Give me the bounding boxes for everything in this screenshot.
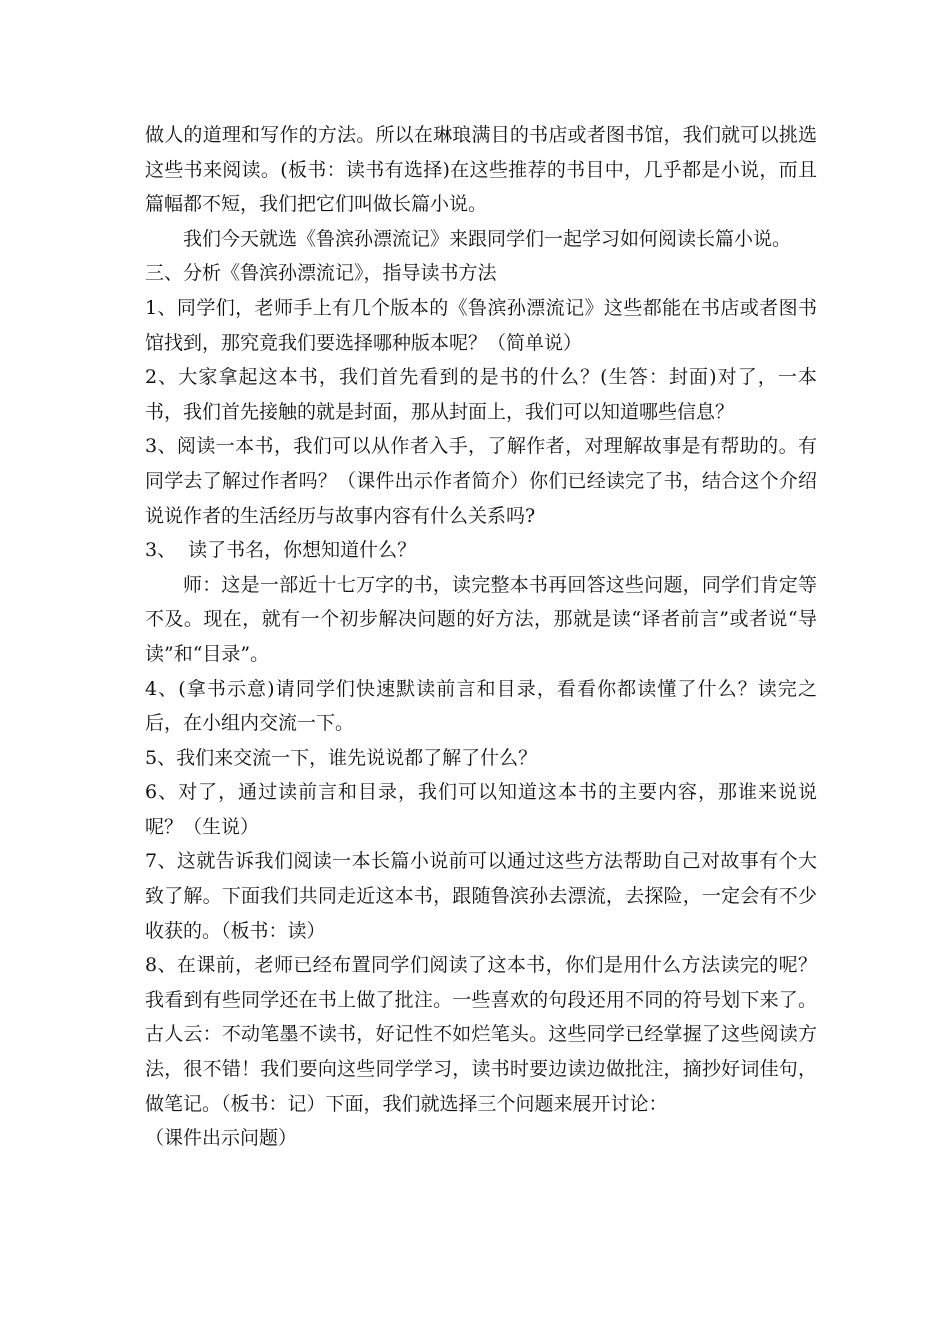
paragraph-courseware-note: （课件出示问题） bbox=[145, 1127, 298, 1150]
paragraph-item-1: 1、同学们，老师手上有几个版本的《鲁滨孙漂流记》这些都能在书店或者图书馆找到，那究竟我们要选择哪种版本呢？（简单说） bbox=[145, 296, 817, 354]
document-body bbox=[145, 118, 817, 1156]
paragraph-item-7: 7、这就告诉我们阅读一本长篇小说前可以通过这些方法帮助自己对故事有个大致了解。下面我们共同走近这本书，跟随鲁滨孙去漂流，去探险，一定会有不少收获的。（板书：读） bbox=[145, 850, 817, 942]
paragraph-intro-continuation: 做人的道理和写作的方法。所以在琳琅满目的书店或者图书馆，我们就可以挑选这些书来阅读。(板书：读书有选择)在这些推荐的书目中，几乎都是小说，而且篇幅都不短，我们把它们叫做长篇小说。 bbox=[145, 124, 817, 216]
paragraph-item-3: 3、阅读一本书，我们可以从作者入手，了解作者，对理解故事是有帮助的。有同学去了解过作者吗？（课件出示作者简介）你们已经读完了书，结合这个介绍说说作者的生活经历与故事内容有什么关系吗? bbox=[145, 435, 817, 527]
section-heading-three: 三、分析《鲁滨孙漂流记》，指导读书方法 bbox=[145, 262, 497, 285]
paragraph-item-8: 8、在课前，老师已经布置同学们阅读了这本书，你们是用什么方法读完的呢？我看到有些同学还在书上做了批注。一些喜欢的句段还用不同的符号划下来了。古人云：不动笔墨不读书，好记性不如烂笔头。这些同学已经掌握了这些阅读方法，很不错！我们要向这些同学学习，读书时要边读边做批注，摘抄好词佳句，做笔记。（板书：记）下面，我们就选择三个问题来展开讨论： bbox=[145, 954, 817, 1115]
paragraph-item-4: 4、(拿书示意)请同学们快速默读前言和目录，看看你都读懂了什么？读完之后，在小组内交流一下。 bbox=[145, 677, 817, 735]
paragraph-choose-book: 我们今天就选《鲁滨孙漂流记》来跟同学们一起学习如何阅读长篇小说。 bbox=[183, 227, 792, 250]
paragraph-teacher-remark: 师：这是一部近十七万字的书，读完整本书再回答这些问题，同学们肯定等不及。现在，就有一个初步解决问题的好方法，那就是读“译者前言”或者说“导读”和“目录”。 bbox=[145, 573, 817, 665]
paragraph-item-5: 5、我们来交流一下，谁先说说都了解了什么？ bbox=[145, 746, 538, 769]
paragraph-item-6: 6、对了，通过读前言和目录，我们可以知道这本书的主要内容，那谁来说说呢？（生说） bbox=[145, 781, 817, 838]
paragraph-item-2: 2、大家拿起这本书，我们首先看到的是书的什么？(生答：封面)对了，一本书，我们首先接触的就是封面，那从封面上，我们可以知道哪些信息？ bbox=[145, 366, 817, 423]
paragraph-item-3-title: 3、 读了书名，你想知道什么？ bbox=[145, 539, 417, 562]
